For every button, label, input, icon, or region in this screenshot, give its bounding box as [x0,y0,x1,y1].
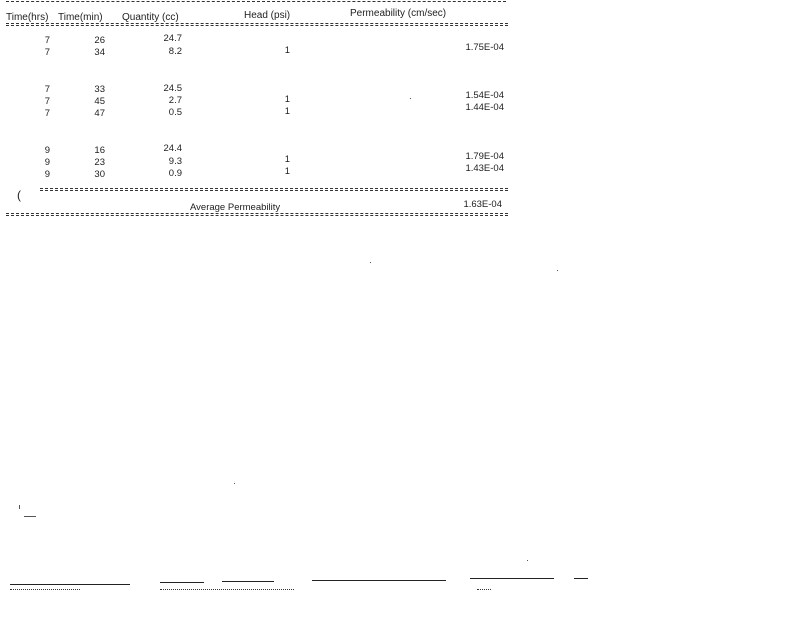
cell-qty: 9.3 [168,156,182,167]
header-rule [6,23,508,26]
cell-hrs: 9 [44,145,50,156]
cell-head: 1 [284,45,290,56]
average-permeability-label: Average Permeability [190,202,281,213]
cell-qty: 0.9 [168,168,182,179]
cell-permeability: 1.79E-04 [465,151,504,162]
signature-dots [160,589,294,590]
cell-qty: 24.7 [163,33,182,44]
header-time-min: Time(min) [58,12,103,23]
cell-min: 23 [94,157,105,168]
cell-hrs: 7 [44,108,50,119]
cell-qty: 2.7 [168,95,182,106]
signature-dots [10,589,80,590]
cell-min: 34 [94,47,105,58]
cell-hrs: 9 [44,157,50,168]
scan-speck [527,560,528,561]
cell-hrs: 7 [44,47,50,58]
signature-line [312,580,446,581]
cell-head: 1 [284,166,290,177]
scan-speck [19,505,20,509]
top-rule [6,1,506,2]
scan-speck [234,483,235,484]
signature-line [222,581,274,582]
summary-bottom-rule [6,213,508,216]
scan-speck [24,516,36,517]
cell-qty: 8.2 [168,46,182,57]
cell-hrs: 9 [44,169,50,180]
cell-min: 16 [94,145,105,156]
scan-speck [557,270,558,271]
summary-scan-mark: ( [17,188,21,202]
signature-line [10,584,130,585]
cell-permeability: 1.54E-04 [465,90,504,101]
signature-line [470,578,554,579]
header-head: Head (psi) [244,10,291,21]
header-time-hrs: Time(hrs) [6,12,49,23]
scan-speck [370,262,371,263]
cell-min: 47 [94,108,105,119]
cell-head: 1 [284,154,290,165]
signature-line [160,582,204,583]
header-permeability: Permeability (cm/sec) [350,8,447,19]
cell-qty: 24.5 [163,83,182,94]
cell-hrs: 7 [44,96,50,107]
scan-speck [410,98,411,99]
cell-permeability: 1.43E-04 [465,163,504,174]
cell-min: 33 [94,84,105,95]
summary-top-rule [40,188,508,191]
cell-min: 45 [94,96,105,107]
header-quantity: Quantity (cc) [122,12,179,23]
cell-hrs: 7 [44,35,50,46]
cell-min: 26 [94,35,105,46]
average-permeability-value: 1.63E-04 [463,199,502,210]
cell-qty: 0.5 [168,107,182,118]
cell-permeability: 1.44E-04 [465,102,504,113]
cell-min: 30 [94,169,105,180]
cell-head: 1 [284,106,290,117]
cell-qty: 24.4 [163,143,182,154]
signature-dots [477,589,491,590]
cell-hrs: 7 [44,84,50,95]
cell-permeability: 1.75E-04 [465,42,504,53]
signature-line [574,578,588,579]
cell-head: 1 [284,94,290,105]
